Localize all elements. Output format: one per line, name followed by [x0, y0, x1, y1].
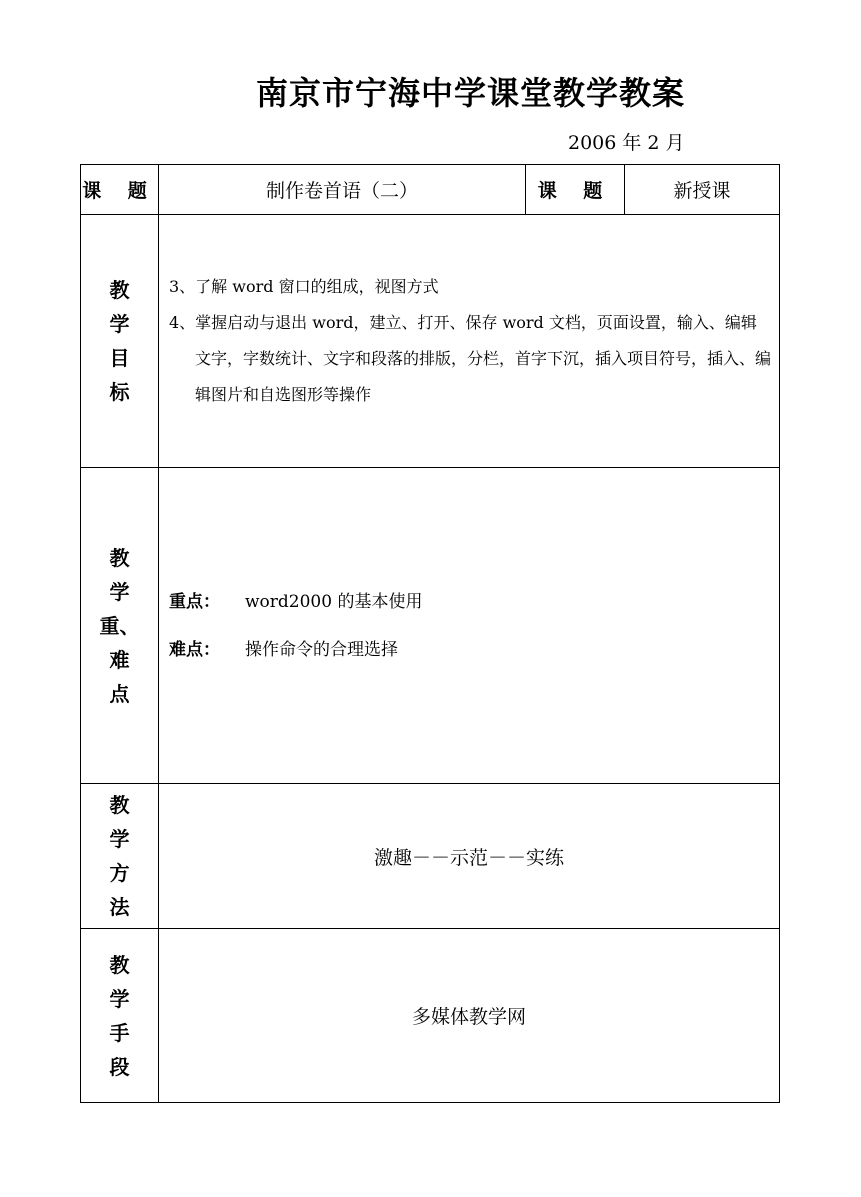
type-value: 新授课: [625, 165, 780, 215]
means-label: 教 学 手 段: [81, 929, 159, 1103]
key-point-label: 重点：: [169, 591, 220, 612]
type-label: 课 题: [526, 165, 625, 215]
lesson-plan-table: [80, 164, 780, 1103]
objectives-row: [81, 215, 780, 468]
header-row: [81, 165, 780, 215]
objectives-label: 教 学 目 标: [81, 215, 159, 468]
page-title: 南京市宁海中学课堂教学教案: [255, 74, 685, 112]
difficult-point-text: 操作命令的合理选择: [245, 639, 398, 660]
methods-content: 激趣－－示范－－实练: [159, 784, 780, 929]
key-point: [169, 578, 779, 626]
topic-label: 课 题: [81, 165, 159, 215]
objectives-content: [159, 215, 780, 468]
objective-item: 3、了解 word 窗口的组成，视图方式: [169, 277, 439, 296]
objective-item: 4、掌握启动与退出 word，建立、打开、保存 word 文档，页面设置，输入、编辑文字，字数统计、文字和段落的排版，分栏，首字下沉，插入项目符号，插入、编辑图片和自选图形等操作: [169, 313, 772, 404]
methods-label: 教 学 方 法: [81, 784, 159, 929]
difficult-point-label: 难点：: [169, 639, 220, 660]
methods-row: [81, 784, 780, 929]
difficult-point: [169, 626, 779, 674]
key-point-text: word2000 的基本使用: [245, 591, 423, 612]
date-line: 2006 年 2 月: [568, 132, 685, 154]
keypoints-content: [159, 468, 780, 784]
keypoints-label: 教 学 重、 难 点: [81, 468, 159, 784]
keypoints-row: [81, 468, 780, 784]
means-content: 多媒体教学网: [159, 929, 780, 1103]
means-row: [81, 929, 780, 1103]
topic-value: 制作卷首语（二）: [159, 165, 526, 215]
